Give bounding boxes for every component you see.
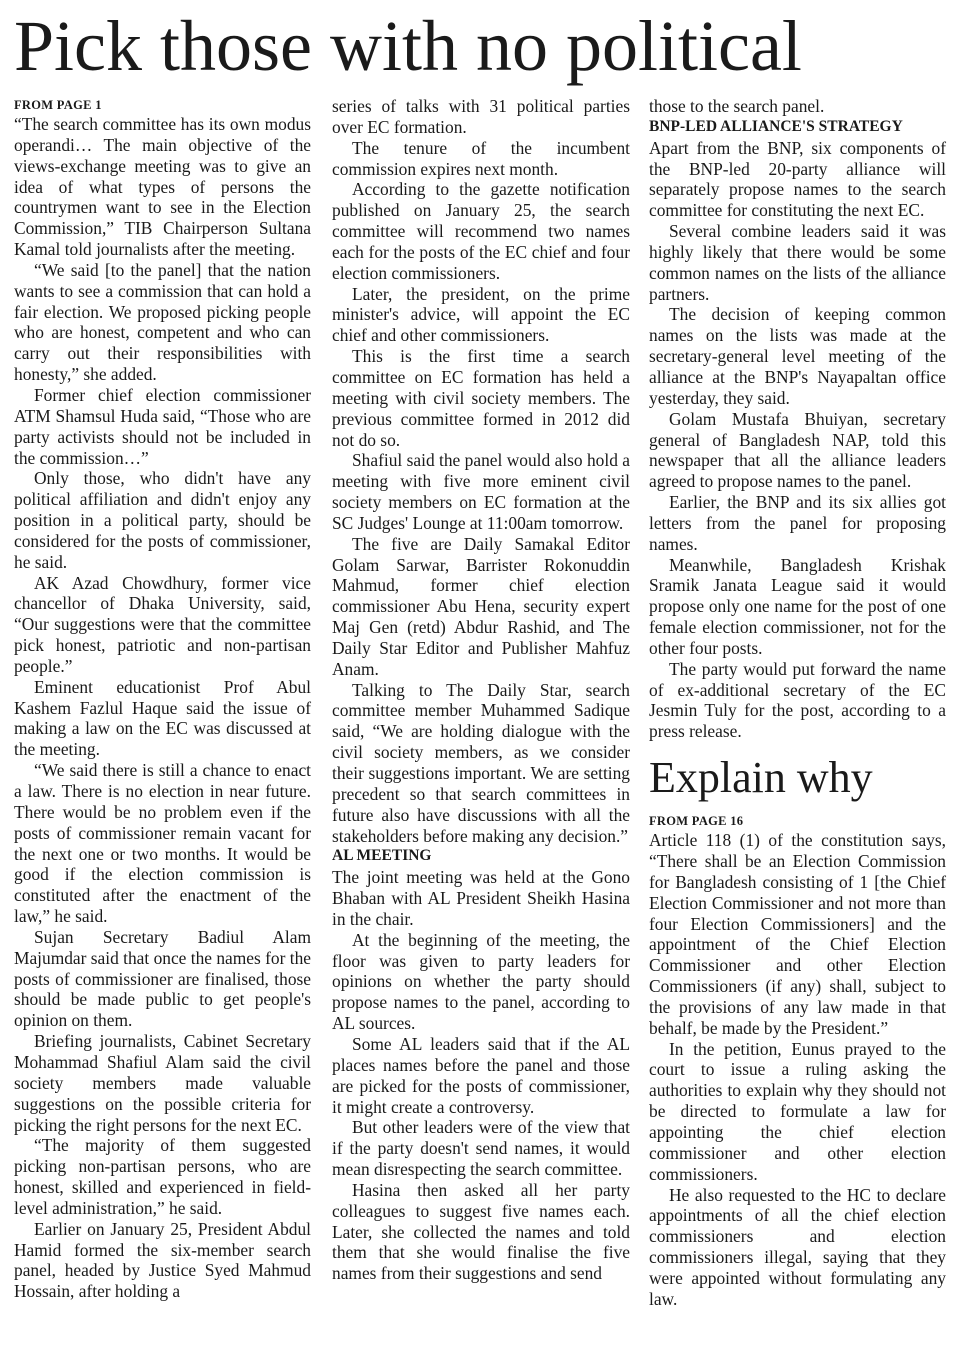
subhead-bnp-strategy: BNP-LED ALLIANCE'S STRATEGY [649, 117, 903, 135]
paragraph: Briefing journalists, Cabinet Secretary Mohammad Shafiul Alam said the civil society members made valuable suggestions on the possible criteria for picking the right persons for the next EC. [14, 1031, 311, 1135]
paragraph: In the petition, Eunus prayed to the court to issue a ruling asking the authorities to explain why they should not be directed to formulate a law for appointing the chief election commissioner and other election commissioners. [649, 1038, 946, 1184]
kicker: FROM PAGE 16 [649, 814, 744, 829]
subhead-al-meeting: AL MEETING [332, 847, 432, 865]
paragraph: “The search committee has its own modus operandi… The main objective of the views-exchange meeting was to give an idea of what types of persons the countrymen want to see in the Election Commission,” TIB Chairperson Sultana Kamal told journalists after the meeting. [14, 114, 311, 260]
paragraph: Article 118 (1) of the constitution says, “There shall be an Election Commission for Bangladesh consisting of 1 [the Chief Election Commissioner and not more than four Election Commissioners] and the appointment of the Chief Election Commissioner and other Election Commissioners (if any) shall, subject to the provisions of any law made in that behalf, be made by the President.” [649, 830, 946, 1038]
paragraph: series of talks with 31 political parties over EC formation. [332, 96, 630, 137]
paragraph: Golam Mustafa Bhuiyan, secretary general of Bangladesh NAP, told this newspaper that all the alliance leaders agreed to propose names to the panel. [649, 408, 946, 492]
paragraph: AK Azad Chowdhury, former vice chancellor of Dhaka University, said, “Our suggestions were that the committee pick honest, patriotic and non-partisan people.” [14, 572, 311, 676]
paragraph: The party would put forward the name of ex-additional secretary of the EC Jesmin Tuly for the post, according to a press release. [649, 658, 946, 742]
paragraph: The tenure of the incumbent commission expires next month. [332, 137, 630, 179]
paragraph: But other leaders were of the view that if the party doesn't send names, it would mean disrespecting the search committee. [332, 1117, 630, 1180]
paragraph: Several combine leaders said it was highly likely that there would be some common names on the lists of the alliance partners. [649, 221, 946, 304]
paragraph: The joint meeting was held at the Gono Bhaban with AL President Sheikh Hasina in the chair. [332, 867, 630, 929]
paragraph: Talking to The Daily Star, search committee member Muhammed Sadique said, “We are holding dialogue with the civil society members, as we consider their suggestions important. We are setting precedent so that search committees in future also have discussions with all the stakeholders before making any decision.” [332, 679, 630, 846]
paragraph: Meanwhile, Bangladesh Krishak Sramik Janata League said it would propose only one name for the post of one female election commissioner, not for the other four posts. [649, 554, 946, 658]
column-3 [649, 96, 946, 1310]
paragraph: Some AL leaders said that if the AL places names before the panel and those are picked for the posts of commissioner, it might create a controversy. [332, 1033, 630, 1117]
paragraph: According to the gazette notification published on January 25, the search committee will recommend two names each for the posts of the EC chief and four election commissioners. [332, 179, 630, 283]
paragraph: Later, the president, on the prime minister's advice, will appoint the EC chief and other commissioners. [332, 283, 630, 346]
paragraph: “We said [to the panel] that the nation wants to see a commission that can hold a fair election. We proposed picking people who are honest, competent and who can carry out their responsibilities with honesty,” she added. [14, 259, 311, 385]
paragraph: Apart from the BNP, six components of the BNP-led 20-party alliance will separately propose names to the search committee for constituting the next EC. [649, 137, 946, 221]
paragraph: The decision of keeping common names on the lists was made at the secretary-general level meeting of the alliance at the BNP's Nayapaltan office yesterday, they said. [649, 304, 946, 408]
paragraph: This is the first time a search committee on EC formation has held a meeting with civil society members. The previous committee formed in 2012 did not do so. [332, 346, 630, 450]
paragraph: Sujan Secretary Badiul Alam Majumdar said that once the names for the posts of commissioner are finalised, those should be made public to get people's opinion on them. [14, 926, 311, 1031]
paragraph: He also requested to the HC to declare appointments of all the chief election commissioners and election commissioners illegal, saying that they were appointed without formulating any law. [649, 1184, 946, 1309]
paragraph: Eminent educationist Prof Abul Kashem Fazlul Haque said the issue of making a law on the EC was discussed at the meeting. [14, 676, 311, 760]
column-2 [332, 96, 630, 1284]
paragraph: Only those, who didn't have any political affiliation and didn't enjoy any position in a political party, should be considered for the posts of commissioner, he said. [14, 468, 311, 572]
paragraph: Earlier, the BNP and its six allies got letters from the panel for proposing names. [649, 492, 946, 554]
kicker: FROM PAGE 1 [14, 98, 102, 112]
paragraph: The five are Daily Samakal Editor Golam Sarwar, Barrister Rokonuddin Mahmud, former chief election commissioner Abu Hena, security expert Maj Gen (retd) Abdur Rashid, and The Daily Star Editor and Publisher Mahfuz Anam. [332, 533, 630, 679]
headline: Pick those with no political [14, 6, 802, 86]
paragraph: Shafiul said the panel would also hold a meeting with five more eminent civil society members on EC formation at the SC Judges' Lounge at 11:00am tomorrow. [332, 450, 630, 533]
paragraph: Earlier on January 25, President Abdul Hamid formed the six-member search panel, headed by Justice Syed Mahmud Hossain, after holding a [14, 1218, 311, 1302]
paragraph: At the beginning of the meeting, the floor was given to party leaders for opinions on whether the party should propose names to the panel, according to AL sources. [332, 929, 630, 1034]
paragraph: Former chief election commissioner ATM Shamsul Huda said, “Those who are party activists should not be included in the commission…” [14, 384, 311, 468]
paragraph: those to the search panel. [649, 96, 825, 116]
paragraph: “We said there is still a chance to enact a law. There is no election in near future. There would be no problem even if the posts of commissioner remain vacant for the next one or two months. It would be good if the election commission is constituted after the enactment of the law,” he said. [14, 760, 311, 927]
column-1 [14, 96, 311, 1302]
paragraph: “The majority of them suggested picking non-partisan persons, who are honest, skilled and experienced in field-level administration,” he said. [14, 1135, 311, 1218]
headline-explain-why: Explain why [649, 753, 873, 803]
paragraph: Hasina then asked all her party colleagues to suggest five names each. Later, she collected the names and told them that she would finalise the five names from their suggestions and send [332, 1179, 630, 1284]
